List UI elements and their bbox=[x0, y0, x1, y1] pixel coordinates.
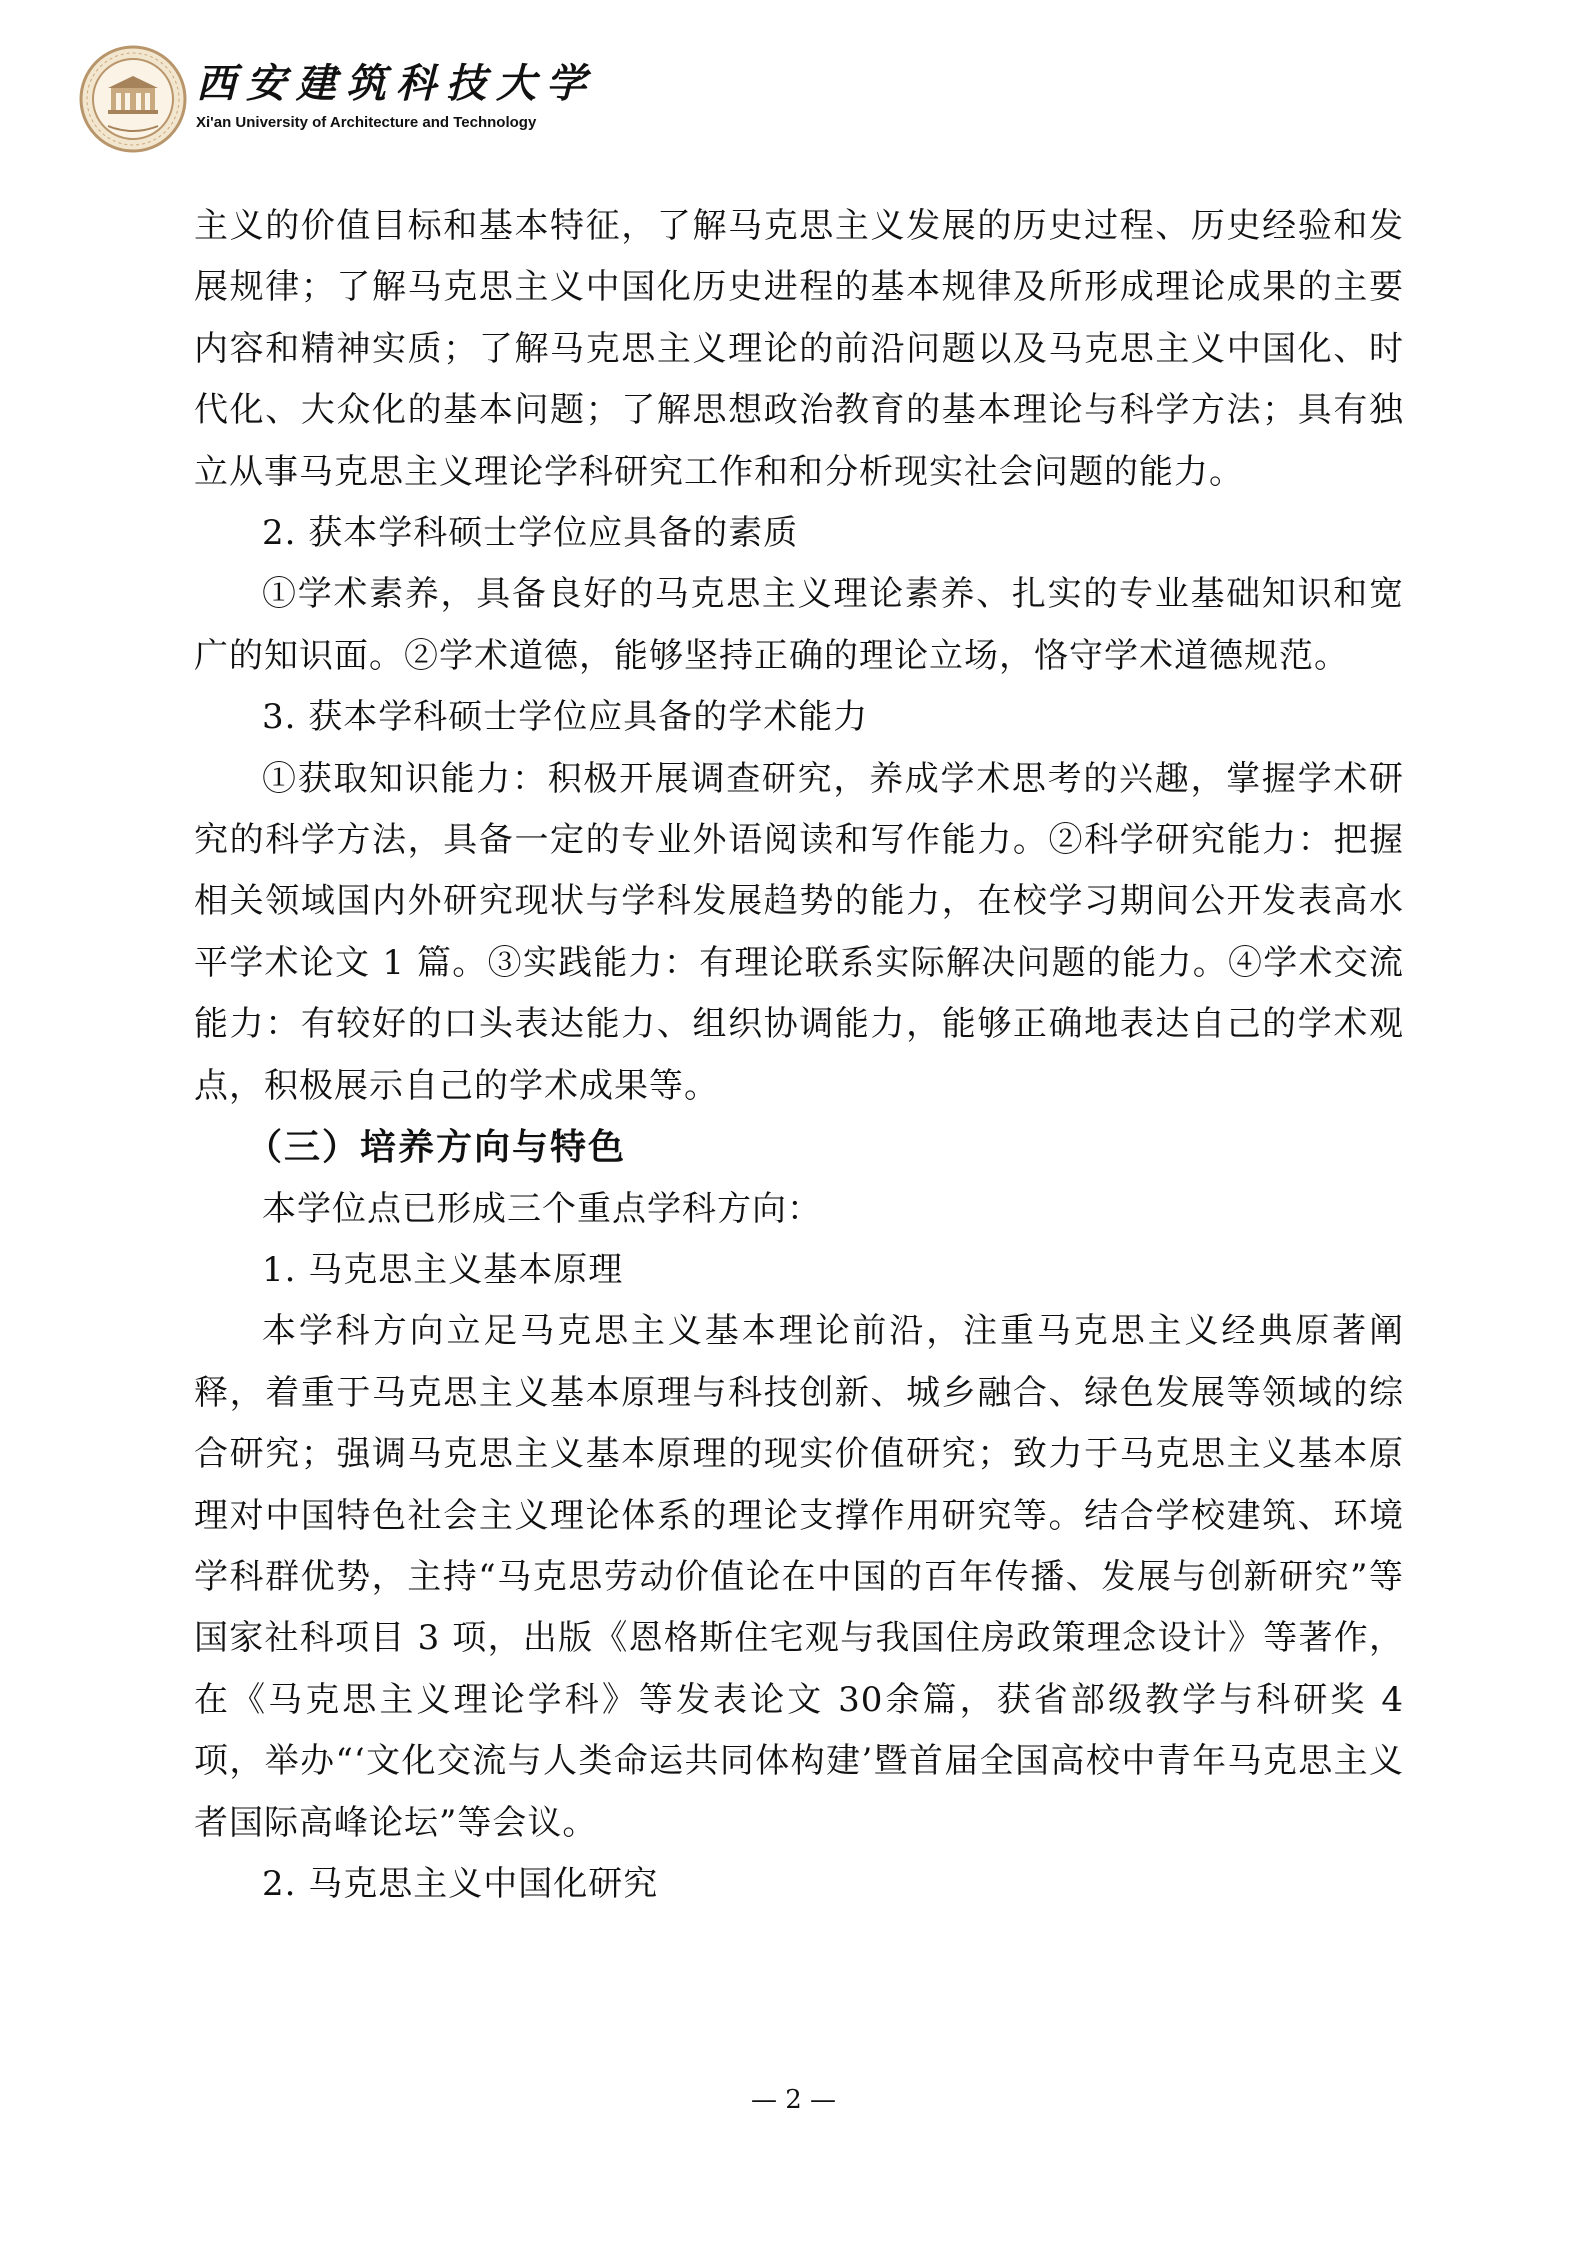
item-3-title: 3. 获本学科硕士学位应具备的学术能力 bbox=[262, 697, 869, 738]
university-seal-icon bbox=[78, 44, 188, 154]
university-name-cn: 西安建筑科技大学 bbox=[196, 60, 596, 107]
item-2-title: 2. 获本学科硕士学位应具备的素质 bbox=[262, 513, 799, 554]
university-name-en: Xi'an University of Architecture and Technology bbox=[196, 114, 537, 131]
direction-1-text: 本学科方向立足马克思主义基本理论前沿，注重马克思主义经典原著阐释，着重于马克思主义基本原理与科技创新、城乡融合、绿色发展等领域的综合研究；强调马克思主义基本原理的现实价值研究；致力于马克思主义基本原理对中国特色社会主义理论体系的理论支撑作用研究等。结合学校建筑、环境学科群优势，主持“马克思劳动价值论在中国的百年传播、发展与创新研究”等国家社科项目 3 项，出版《恩格斯住宅观与我国住房政策理念设计》等著作，在《马克思主义理论学科》等发表论文 30余篇，获省部级教学与科研奖 4 项，举办“‘文化交流与人类命运共同体构建’暨首届全国高校中青年马克思主义者国际高峰论坛”等会议。 bbox=[194, 1311, 1404, 1843]
section-3-heading: （三）培养方向与特色 bbox=[246, 1127, 627, 1169]
item-3-text: ①获取知识能力：积极开展调查研究，养成学术思考的兴趣，掌握学术研究的科学方法，具备一定的专业外语阅读和写作能力。②科学研究能力：把握相关领域国内外研究现状与学科发展趋势的能力，在校学习期间公开发表高水平学术论文 1 篇。③实践能力：有理论联系实际解决问题的能力。④学术交流能力：有较好的口头表达能力、组织协调能力，能够正确地表达自己的学术观点，积极展示自己的学术成果等。 bbox=[194, 758, 1404, 1106]
page-number: — 2 — bbox=[750, 2085, 837, 2115]
direction-2-title: 2. 马克思主义中国化研究 bbox=[262, 1863, 659, 1904]
section-3-intro: 本学位点已形成三个重点学科方向： bbox=[262, 1188, 822, 1229]
document-body bbox=[194, 196, 1404, 1915]
page-header bbox=[78, 44, 778, 154]
paragraph-requirements-continued: 主义的价值目标和基本特征，了解马克思主义发展的历史过程、历史经验和发展规律；了解马克思主义中国化历史进程的基本规律及所形成理论成果的主要内容和精神实质；了解马克思主义理论的前沿问题以及马克思主义中国化、时代化、大众化的基本问题；了解思想政治教育的基本理论与科学方法；具有独立从事马克思主义理论学科研究工作和和分析现实社会问题的能力。 bbox=[194, 206, 1404, 492]
item-2-text: ①学术素养，具备良好的马克思主义理论素养、扎实的专业基础知识和宽广的知识面。②学术道德，能够坚持正确的理论立场，恪守学术道德规范。 bbox=[194, 574, 1404, 676]
direction-1-title: 1. 马克思主义基本原理 bbox=[262, 1249, 624, 1290]
